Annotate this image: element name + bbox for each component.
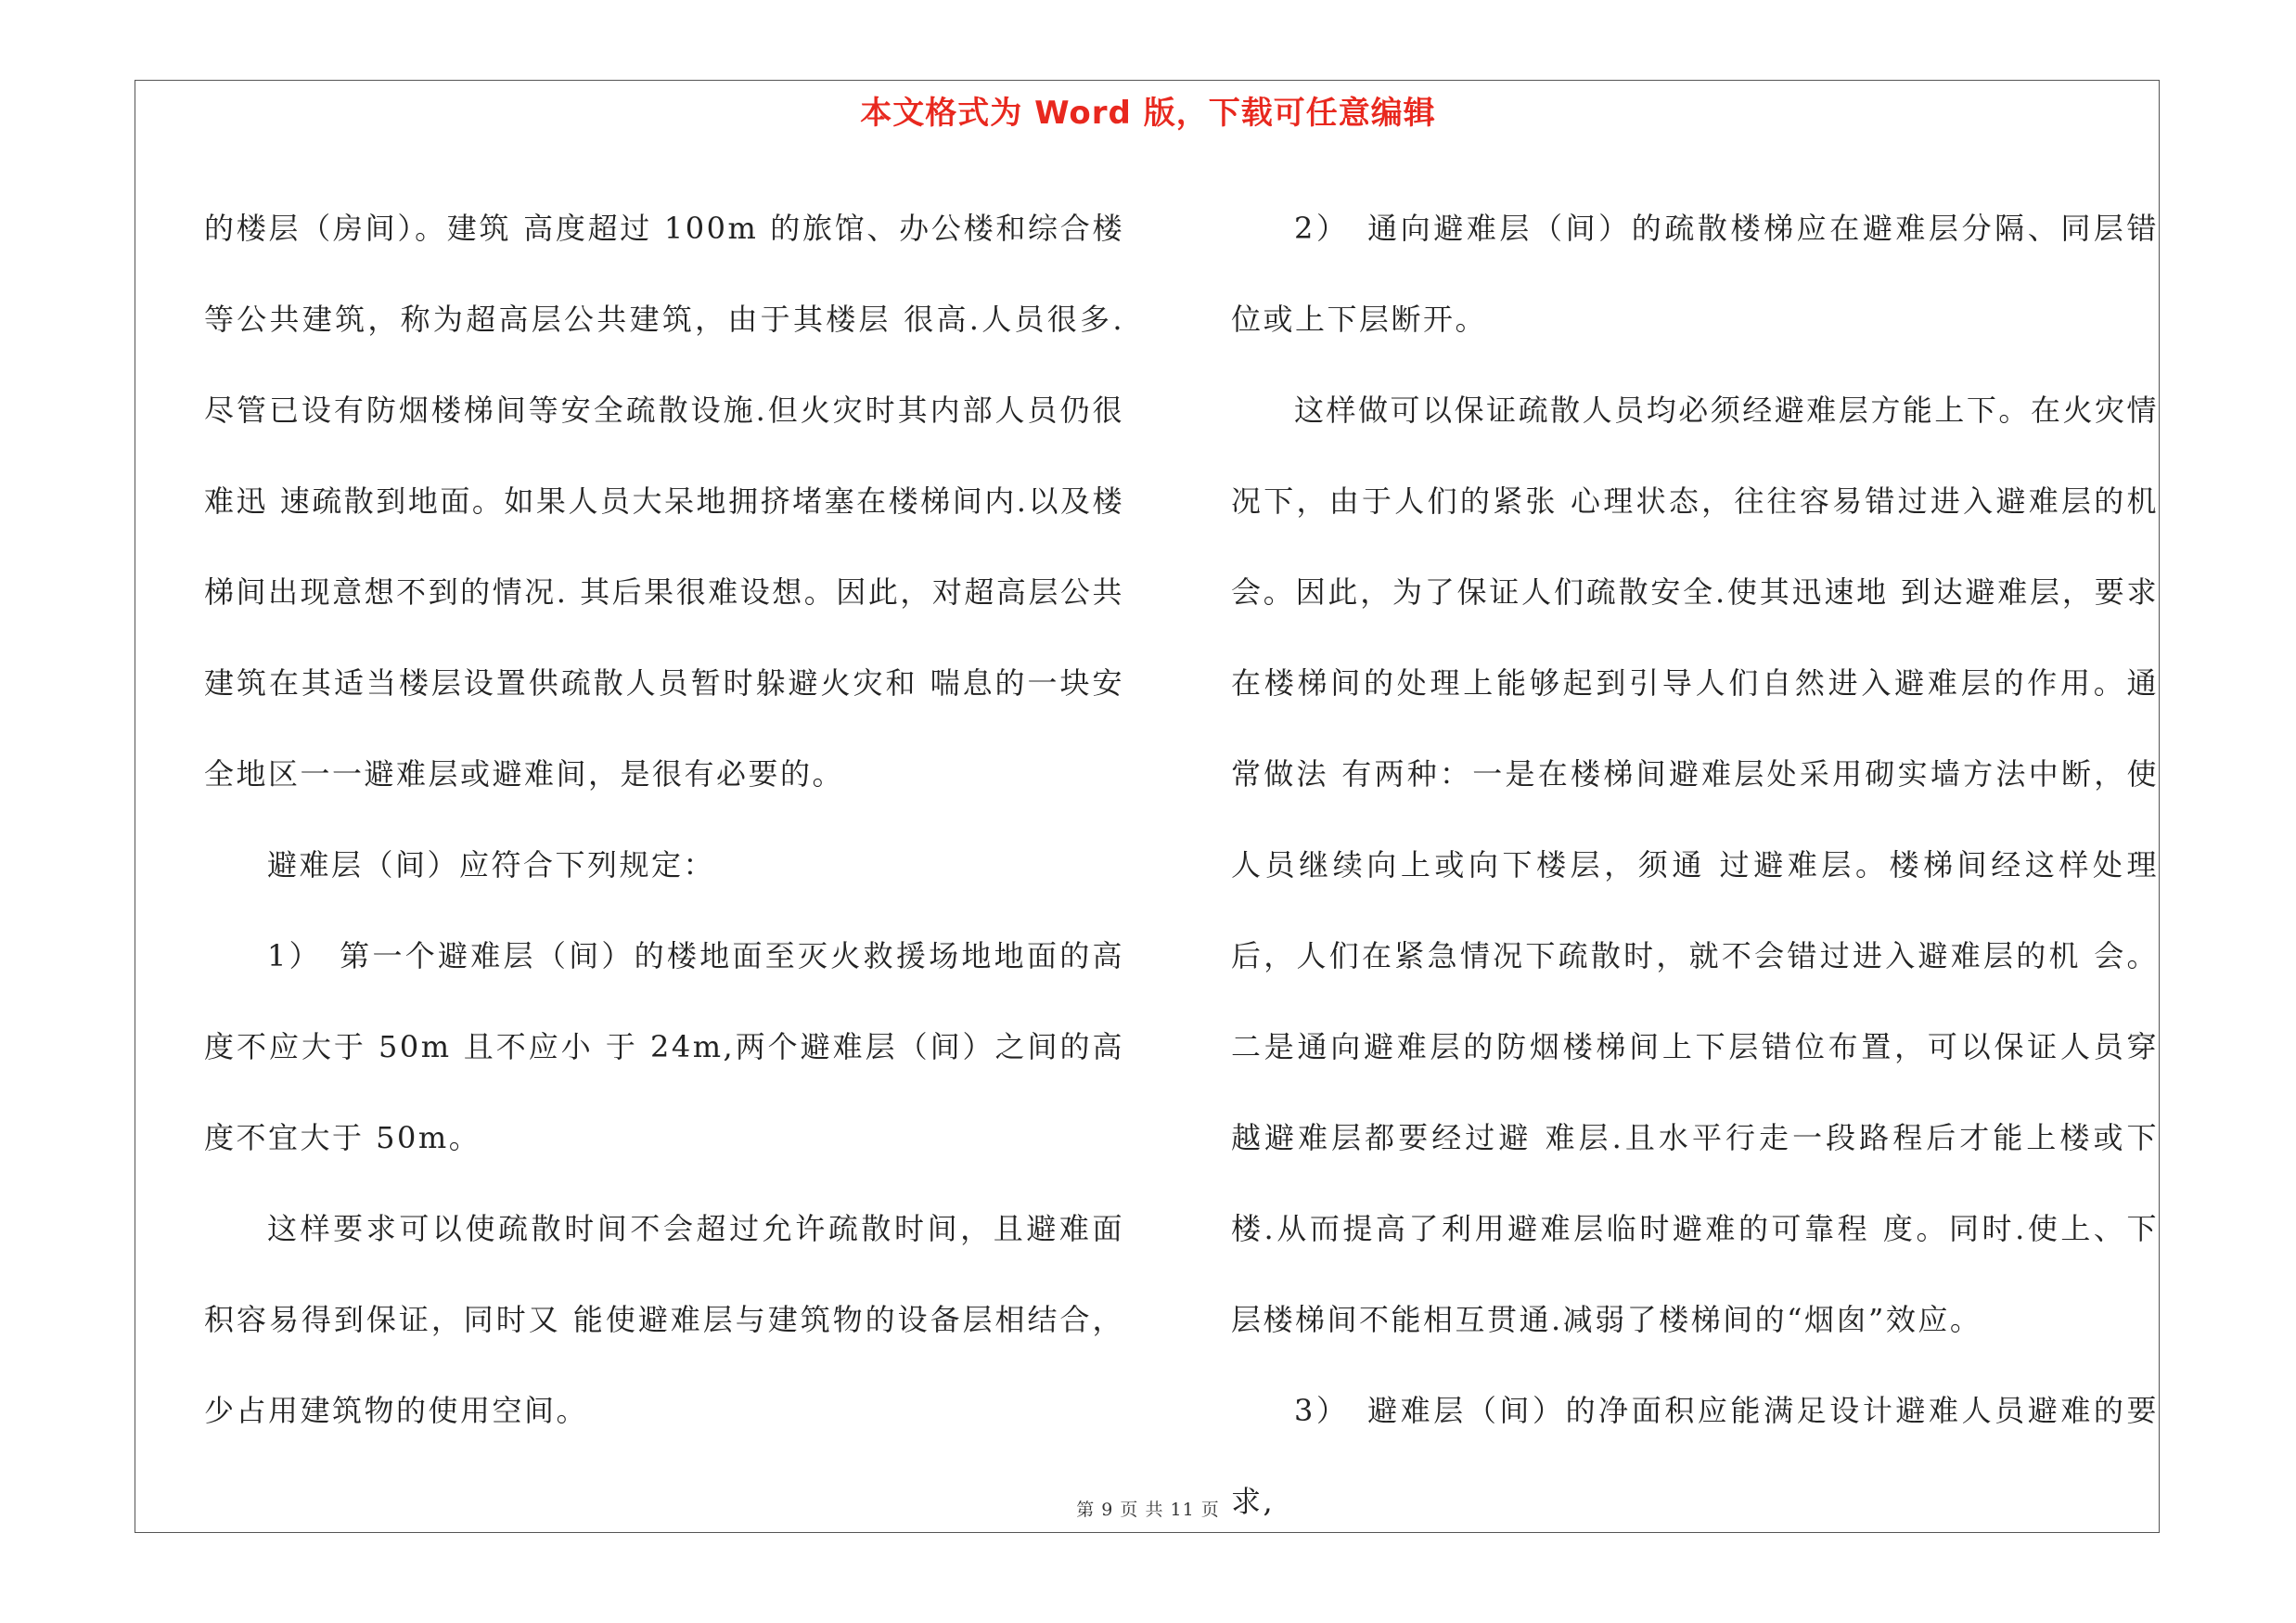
word-format-banner: 本文格式为 Word 版，下载可任意编辑 [860,95,1436,132]
paragraph-rule-3: 3） 避难层（间）的净面积应能满足设计避难人员避难的要求, [1231,1393,2159,1519]
right-column [1231,183,2159,1547]
paragraph-rule-2: 2） 通向避难层（间）的疏散楼梯应在避难层分隔、同层错位或上下层断开。 [1231,211,2159,337]
paragraph-rule-1: 1） 第一个避难层（间）的楼地面至灭火救援场地地面的高度不应大于 50m 且不应小 于 24m,两个避难层（间）之间的高度不宜大于 50m。 [204,938,1124,1155]
page-number: 第 9 页 共 11 页 [1076,1500,1220,1520]
paragraph-rule-2-explanation: 这样做可以保证疏散人员均必须经避难层方能上下。在火灾情况下，由于人们的紧张 心理状态，往往容易错过进入避难层的机会。因此，为了保证人们疏散安全.使其迅速地 到达避难层，要求在楼梯间的处理上能够起到引导人们自然进入避难层的作用。通常做法 有两种：一是在楼梯间避难层处采用砌实墙方法中断，使人员继续向上或向下楼层，须通 过避难层。楼梯间经这样处理后，人们在紧急情况下疏散时，就不会错过进入避难层的机 会。二是通向避难层的防烟楼梯间上下层错位布置，可以保证人员穿越避难层都要经过避 难层.且水平行走一段路程后才能上楼或下楼.从而提高了利用避难层临时避难的可靠程 度。同时.使上、下层楼梯间不能相互贯通.减弱了楼梯间的“烟囱”效应。 [1231,393,2159,1337]
paragraph-rule-1-explanation: 这样要求可以使疏散时间不会超过允许疏散时间，且避难面积容易得到保证，同时又 能使避难层与建筑物的设备层相结合，少占用建筑物的使用空间。 [204,1211,1124,1428]
paragraph-refuge-rules-heading: 避难层（间）应符合下列规定： [267,847,716,882]
paragraph-super-high-rise-intro: 的楼层（房间）。建筑 高度超过 100m 的旅馆、办公楼和综合楼等公共建筑，称为超高层公共建筑，由于其楼层 很高.人员很多.尽管已设有防烟楼梯间等安全疏散设施.但火灾时其内部人员仍很难迅 速疏散到地面。如果人员大呆地拥挤堵塞在楼梯间内.以及楼梯间出现意想不到的情况. 其后果很难设想。因此，对超高层公共建筑在其适当楼层设置供疏散人员暂时躲避火灾和 喘息的一块安全地区一一避难层或避难间，是很有必要的。 [204,211,1124,792]
left-column [204,183,1124,1456]
